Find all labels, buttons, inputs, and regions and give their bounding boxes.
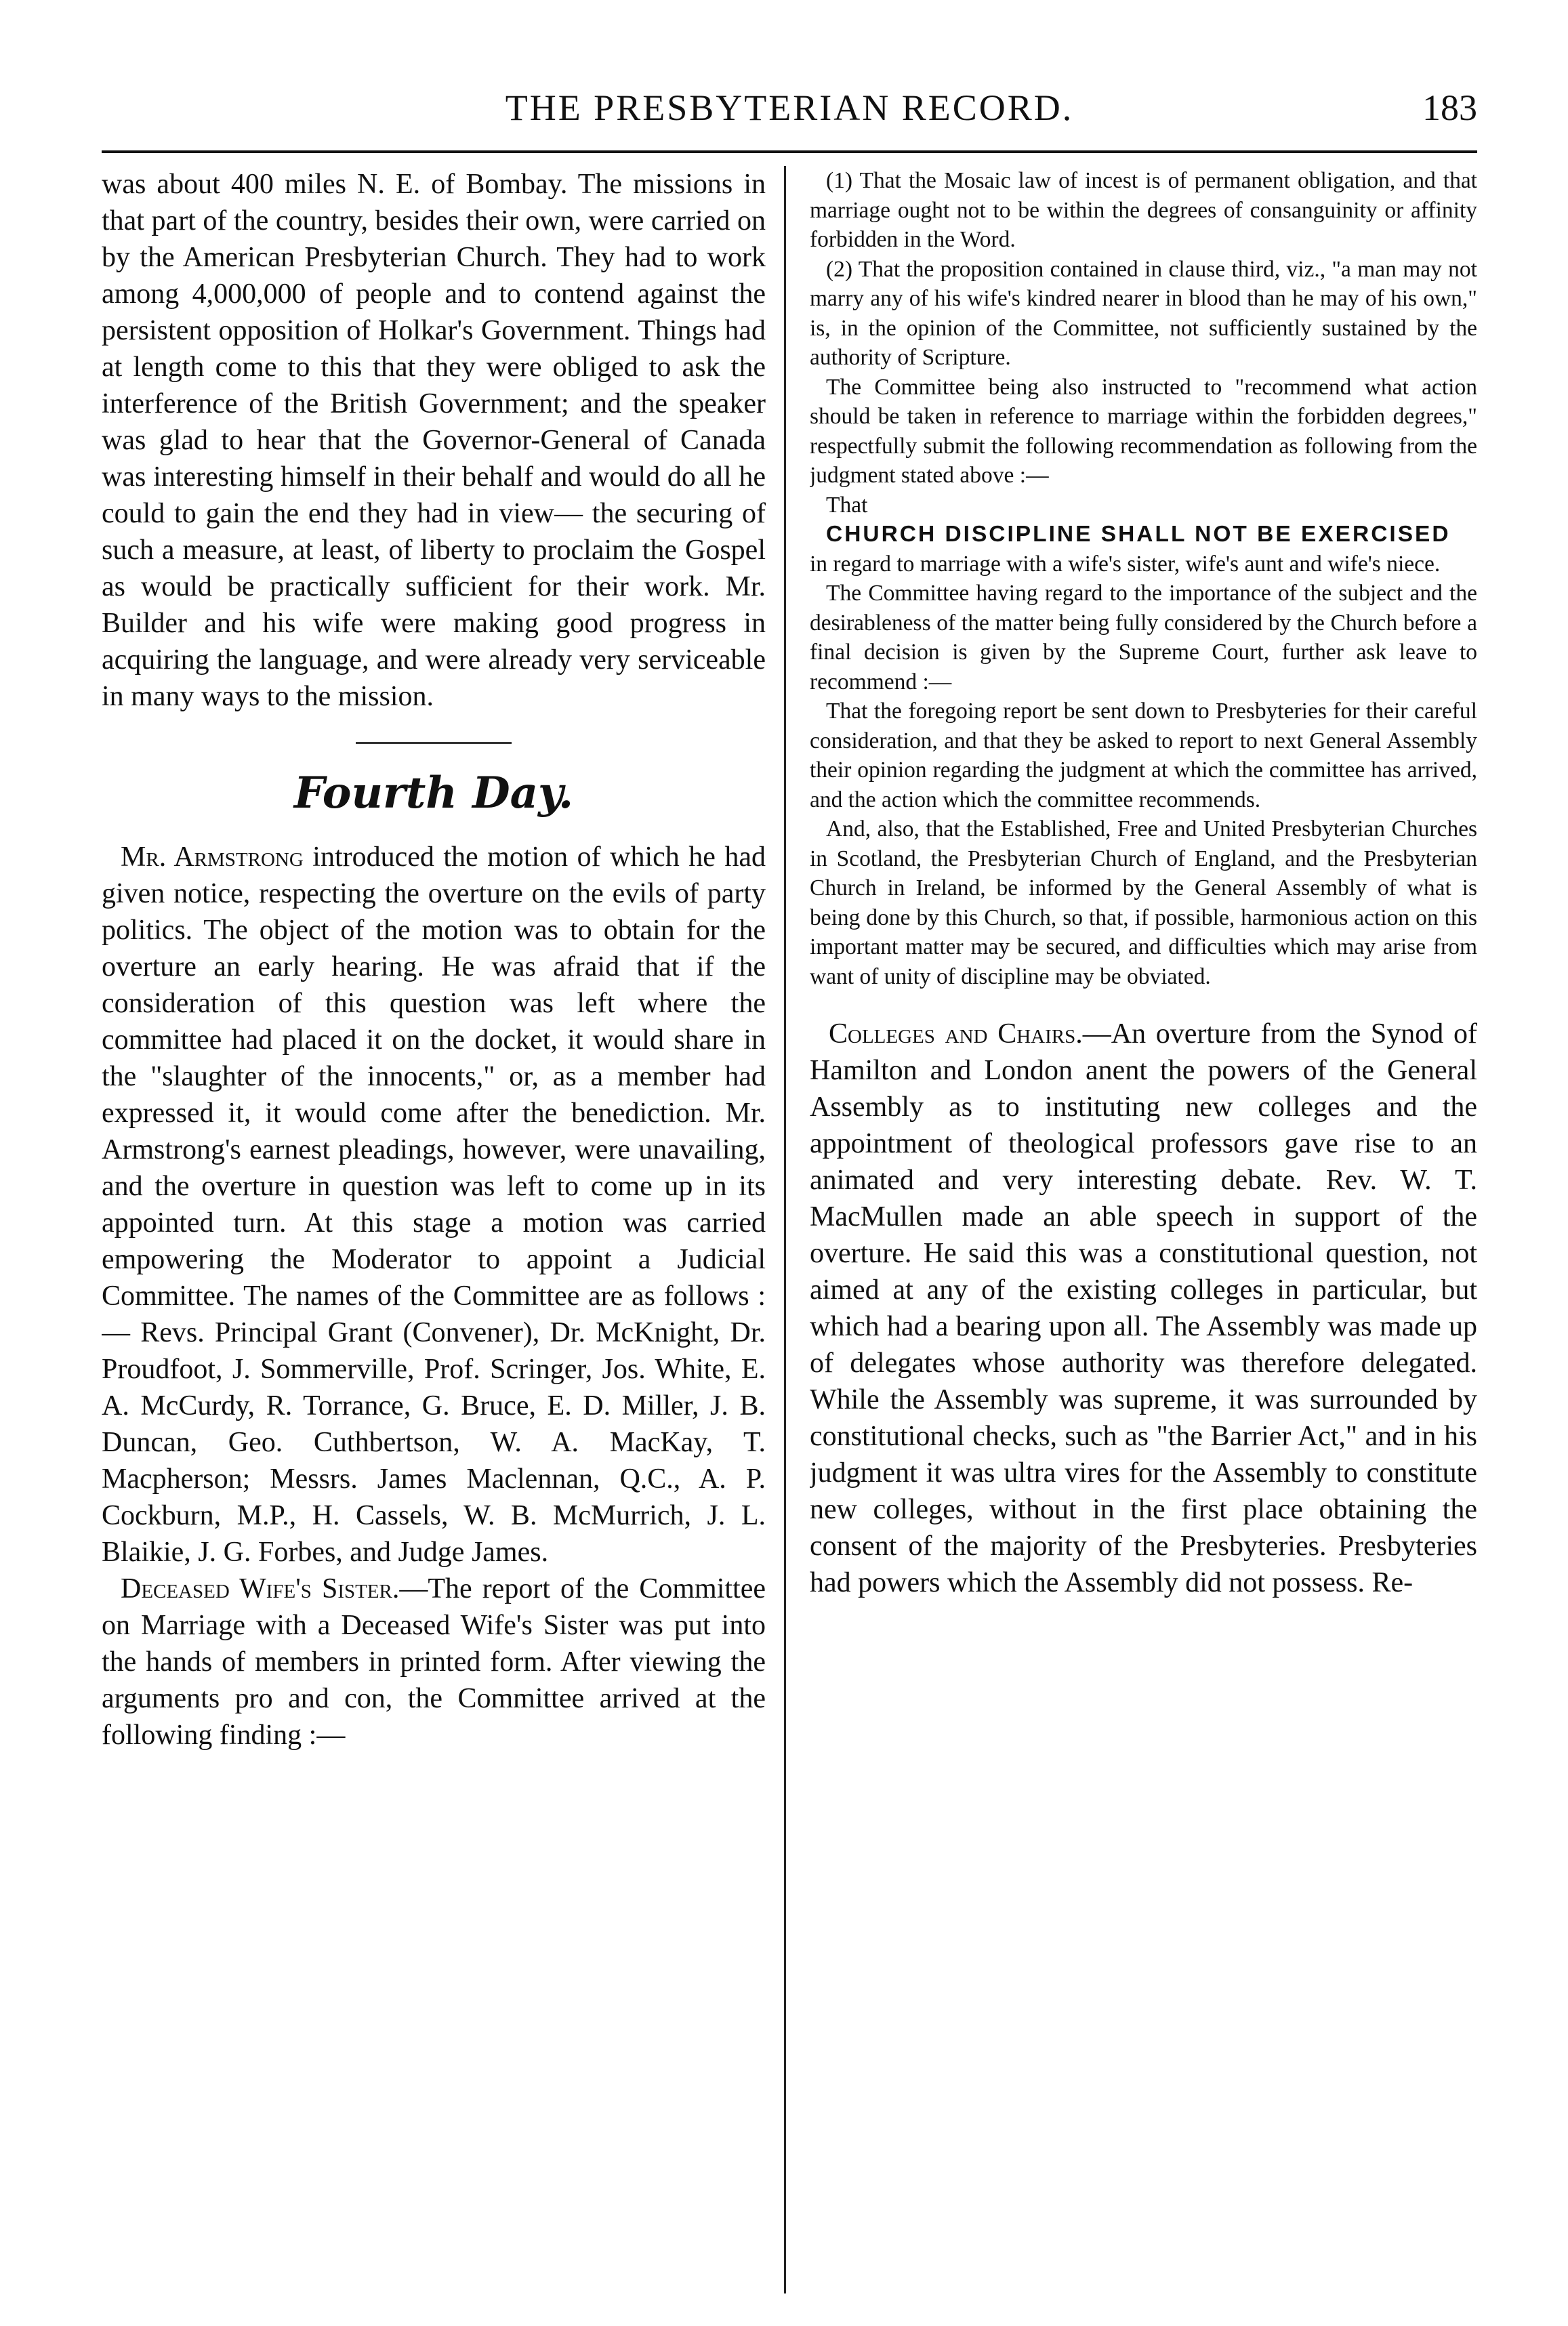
paragraph-lead: Colleges and Chairs. [829, 1018, 1083, 1050]
page-number: 183 [1422, 87, 1477, 128]
paragraph-text: —The report of the Committee on Marriage with a Deceased Wife's Sister was put into the hands of members in printed form. After viewing the arguments pro and con, the Committee arrived at the following finding :— [102, 1573, 766, 1751]
paragraph-colleges [810, 1016, 1477, 1601]
committee-finding [810, 166, 1477, 991]
caps-line: CHURCH DISCIPLINE SHALL NOT BE EXERCISED [826, 522, 1451, 547]
section-heading: Fourth Day. [293, 768, 574, 818]
finding-that: That [826, 492, 868, 518]
right-column [810, 166, 1477, 2293]
paragraph-text: —An overture from the Synod of Hamilton and London anent the powers of the General Assembly as to instituting new colleges and the appointment of theological professors gave rise to an animated and very interesting debate. Rev. W. T. MacMullen made an able speech in support of the overture. He said this was a constitutional question, not aimed at any of the existing colleges in particular, but which had a bearing upon all. The Assembly was made up of delegates whose authority was therefore delegated. While the Assembly was supreme, it was surrounded by constitutional checks, such as "the Barrier Act," and in his judgment it was ultra vires for the Assembly to constitute new colleges, without in the first place obtaining the consent of the majority of the Presbyteries. Presbyteries had powers which the Assembly did not possess. Re- [810, 1018, 1477, 1598]
paragraph-deceased-wife [102, 1571, 766, 1753]
finding-5: The Committee having regard to the importance of the subject and the desirableness of the matter being fully considered by the Church before a final decision is given by the Supreme Court, further ask leave to recommend :— [810, 581, 1477, 694]
finding-4: in regard to marriage with a wife's sister, wife's aunt and wife's niece. [810, 551, 1441, 577]
paragraph-lead: Deceased Wife's Sister. [121, 1573, 400, 1604]
section-rule [356, 742, 512, 744]
finding-1: (1) That the Mosaic law of incest is of permanent obligation, and that marriage ought not to be within the degrees of consanguinity or affinity forbidden in the Word. [810, 168, 1477, 252]
page-header [102, 87, 1477, 141]
paragraph-missions: was about 400 miles N. E. of Bombay. The missions in that part of the country, besides their own, were carried on by the American Presbyterian Church. They had to work among 4,000,000 of people and to contend against the persistent opposition of Holkar's Government. Things had at length come to this that they were obliged to ask the interference of the British Government; and the speaker was glad to hear that the Governor-General of Canada was interesting himself in their behalf and would do all he could to gain the end they had in view— the securing of such a measure, at least, of liberty to proclaim the Gospel as would be practically sufficient for their work. Mr. Builder and his wife were making good progress in acquiring the language, and were already very serviceable in many ways to the mission. [102, 169, 766, 712]
finding-6: That the foregoing report be sent down to Presbyteries for their careful consideration, and that they be asked to report to next General Assembly their opinion regarding the judgment at which the committee has arrived, and the action which the committee recommends. [810, 699, 1477, 812]
paragraph-armstrong [102, 839, 766, 1571]
finding-3: The Committee being also instructed to "recommend what action should be taken in reference to marriage within the forbidden degrees," respectfully submit the following recommendation as following from the judgment stated above :— [810, 374, 1477, 488]
finding-7: And, also, that the Established, Free and United Presbyterian Churches in Scotland, the Presbyterian Church of England, and the Presbyterian Church in Ireland, be informed by the General Assembly of what is being done by this Church, so that, if possible, harmonious action on this important matter may be secured, and difficulties which may arise from want of unity of discipline may be obviated. [810, 816, 1477, 989]
paragraph-lead: Mr. Armstrong [121, 842, 304, 873]
spacer [810, 991, 1477, 1016]
left-column [102, 166, 766, 2293]
header-rule [102, 150, 1477, 153]
finding-2: (2) That the proposition contained in clause third, viz., "a man may not marry any of his wife's kindred nearer in blood than he may of his own," is, in the opinion of the Committee, not sufficiently sustained by the authority of Scripture. [810, 256, 1477, 370]
column-divider [784, 166, 786, 2293]
paragraph-text: introduced the motion of which he had given notice, respecting the overture on the evils of party politics. The object of the motion was to obtain for the overture an early hearing. He was afraid that if the consideration of this question was left where the committee had placed it on the docket, it would share in the "slaughter of the innocents," or, as a member had expressed it, it would come after the benediction. Mr. Armstrong's earnest pleadings, however, were unavailing, and the overture in question was left to come up in its appointed turn. At this stage a motion was carried empowering the Moderator to appoint a Judicial Committee. The names of the Committee are as follows :— Revs. Principal Grant (Convener), Dr. McKnight, Dr. Proudfoot, J. Sommerville, Prof. Scringer, Jos. White, E. A. McCurdy, R. Torrance, G. Bruce, E. D. Miller, J. B. Duncan, Geo. Cuthbertson, W. A. MacKay, T. Macpherson; Messrs. James Maclennan, Q.C., A. P. Cockburn, M.P., H. Cassels, W. B. McMurrich, J. L. Blaikie, J. G. Forbes, and Judge James. [102, 842, 766, 1568]
running-title: THE PRESBYTERIAN RECORD. [505, 87, 1074, 128]
